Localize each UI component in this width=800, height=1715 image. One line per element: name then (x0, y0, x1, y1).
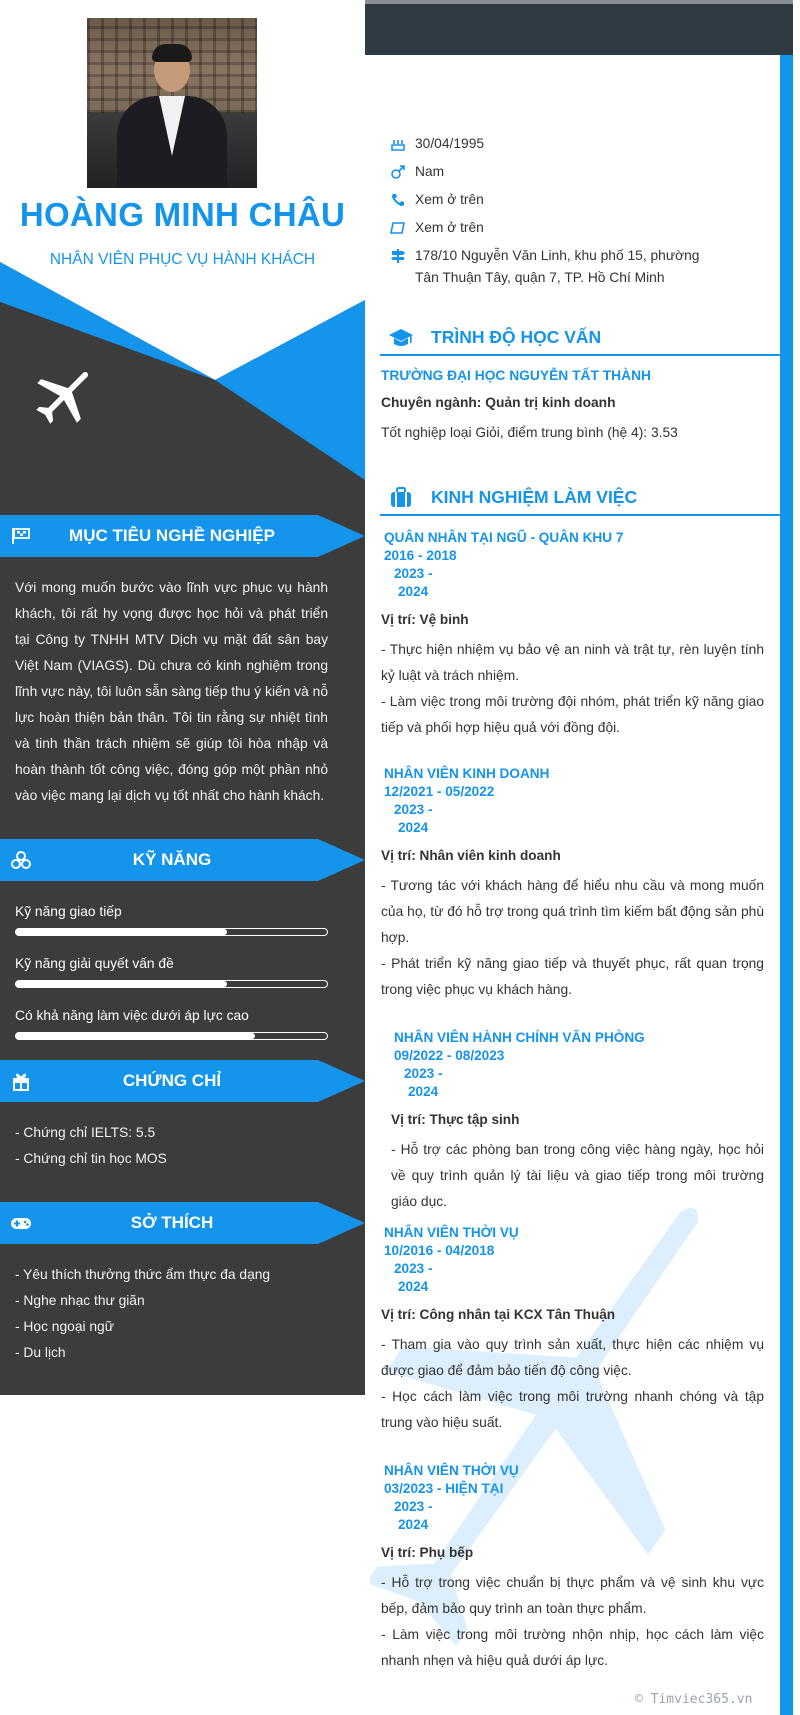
profile-photo (87, 18, 257, 188)
job-company: NHÂN VIÊN THỜI VỤ (384, 1463, 519, 1478)
job-entry (391, 1029, 764, 1215)
list-item: - Chứng chỉ tin học MOS (15, 1151, 167, 1166)
skill-item (15, 902, 330, 936)
skill-bar-fill (16, 1033, 255, 1039)
signpost-icon (390, 248, 406, 264)
job-year-start: 2023 - (394, 802, 433, 817)
job-year-start: 2023 - (404, 1066, 443, 1081)
left-column (0, 0, 365, 1395)
job-desc (381, 637, 764, 741)
certs-title: CHỨNG CHỈ (122, 1071, 222, 1090)
major: Chuyên ngành: Quản trị kinh doanh (381, 395, 616, 410)
envelope-icon (390, 220, 406, 236)
job-desc (381, 1332, 764, 1436)
list-item: - Du lịch (15, 1345, 66, 1360)
job-desc-line: - Học cách làm việc trong môi trường nhanh chóng và tập trung vào hiệu suất. (381, 1389, 764, 1430)
footer-watermark: © Timviec365.vn (635, 1692, 753, 1707)
email-row (390, 217, 760, 239)
job-position: Vị trí: Thực tập sinh (391, 1112, 520, 1127)
job-year-start: 2023 - (394, 1499, 433, 1514)
address-line-2: Tân Thuận Tây, quận 7, TP. Hồ Chí Minh (415, 270, 665, 285)
job-desc-line: - Thực hiện nhiệm vụ bảo vệ an ninh và trật tự, rèn luyện tính kỷ luật và trách nhiệm. (381, 642, 764, 683)
skill-bar (15, 928, 328, 936)
skill-label: Có khả năng làm việc dưới áp lực cao (15, 1008, 249, 1023)
email-text: Xem ở trên (415, 220, 484, 235)
job-year-end: 2024 (398, 1279, 429, 1294)
job-desc-line: - Tham gia vào quy trình sản xuất, thực hiện các nhiệm vụ được giao để đảm bảo tiến độ công việc. (381, 1337, 764, 1378)
grade: Tốt nghiệp loại Giỏi, điểm trung bình (hệ 4): 3.53 (381, 425, 678, 440)
list-item: - Yêu thích thưởng thức ẩm thực đa dạng (15, 1267, 271, 1282)
list-item: - Nghe nhạc thư giãn (15, 1293, 145, 1308)
job-desc-line: - Tương tác với khách hàng để hiểu nhu cầu và mong muốn của họ, từ đó hỗ trợ trong quá trình tìm kiếm bất động sản phù hợp. (381, 878, 764, 945)
job-dates: 03/2023 - HIỆN TẠI (384, 1481, 504, 1496)
skill-bar-fill (16, 929, 227, 935)
job-title: NHÂN VIÊN PHỤC VỤ HÀNH KHÁCH (49, 251, 316, 268)
skills-title: KỸ NĂNG (132, 850, 212, 869)
right-top-bar (365, 0, 793, 55)
address-row (390, 245, 760, 289)
job-entry (381, 1224, 764, 1436)
certs-section-header (0, 1060, 365, 1102)
experience-title: KINH NGHIỆM LÀM VIỆC (431, 487, 638, 507)
education-title: TRÌNH ĐỘ HỌC VẤN (431, 327, 602, 347)
job-desc (381, 1570, 764, 1674)
right-accent-stripe (780, 55, 793, 1715)
hobbies-list (15, 1262, 335, 1366)
job-dates: 2016 - 2018 (384, 548, 457, 563)
birthday-text: 30/04/1995 (415, 136, 485, 151)
skills-section-header (0, 839, 365, 881)
phone-row (390, 189, 760, 211)
job-position: Vị trí: Vệ binh (381, 612, 469, 627)
list-item: - Chứng chỉ IELTS: 5.5 (15, 1125, 156, 1140)
job-desc-line: - Hỗ trợ trong việc chuẩn bị thực phẩm và vệ sinh khu vực bếp, đảm bảo quy trình an toàn thực phẩm. (381, 1575, 764, 1616)
hobbies-title: SỞ THÍCH (130, 1213, 214, 1232)
job-dates: 10/2016 - 04/2018 (384, 1243, 495, 1258)
job-entry (381, 529, 764, 741)
address-text (415, 245, 760, 289)
job-dates: 12/2021 - 05/2022 (384, 784, 495, 799)
job-company: NHÂN VIÊN HÀNH CHÍNH VĂN PHÒNG (394, 1030, 645, 1045)
objective-text: Với mong muốn bước vào lĩnh vực phục vụ hành khách, tôi rất hy vọng được học hỏi và phát triển tại Công ty TNHH MTV Dịch vụ mặt đất sân bay Việt Nam (VIAGS). Dù chưa có kinh nghiệm trong lĩnh vực này, tôi luôn sẵn sàng tiếp thu ý kiến và nỗ lực hoàn thiện bản thân. Tôi tin rằng sự nhiệt tình và tinh thần trách nhiệm sẽ giúp tôi hòa nhập và hoàn thành tốt công việc, đóng góp một phần nhỏ vào việc mang lại dịch vụ tốt nhất cho hành khách. (15, 580, 328, 803)
job-company: NHÂN VIÊN THỜI VỤ (384, 1225, 519, 1240)
airplane-icon (30, 360, 100, 430)
job-company: QUÂN NHÂN TẠI NGŨ - QUÂN KHU 7 (384, 530, 624, 545)
skill-item (15, 1006, 330, 1040)
job-year-end: 2024 (408, 1084, 439, 1099)
job-desc-line: - Làm việc trong môi trường đội nhóm, phát triển kỹ năng giao tiếp và phối hợp hiệu quả với đồng đội. (381, 694, 764, 735)
phone-text: Xem ở trên (415, 192, 484, 207)
job-desc-line: - Hỗ trợ các phòng ban trong công việc hàng ngày, học hỏi về quy trình quản lý tài liệu và giao tiếp trong môi trường giáo dục. (391, 1142, 764, 1209)
gender-icon (390, 164, 406, 180)
skill-label: Kỹ năng giải quyết vấn đề (15, 956, 174, 971)
job-desc (391, 1137, 764, 1215)
job-year-end: 2024 (398, 820, 429, 835)
experience-section-header (380, 482, 780, 516)
list-item: - Học ngoại ngữ (15, 1319, 114, 1334)
objective-section-header (0, 515, 365, 557)
job-desc (381, 873, 764, 1003)
gender-row (390, 161, 760, 183)
objective-title: MỤC TIÊU NGHỀ NGHIỆP (69, 526, 275, 545)
job-entry (381, 1462, 764, 1674)
birthday-row (390, 133, 760, 155)
skill-label: Kỹ năng giao tiếp (15, 904, 122, 919)
job-year-end: 2024 (398, 1517, 429, 1532)
briefcase-icon (388, 486, 414, 510)
job-entry (381, 765, 764, 1003)
job-desc-line: - Làm việc trong môi trường nhộn nhịp, học cách làm việc nhanh nhẹn và hiệu quả dưới áp lực. (381, 1627, 764, 1668)
certs-list (15, 1120, 335, 1172)
job-company: NHÂN VIÊN KINH DOANH (384, 766, 550, 781)
job-year-end: 2024 (398, 584, 429, 599)
school-name: TRƯỜNG ĐẠI HỌC NGUYỄN TẤT THÀNH (381, 368, 652, 383)
gender-text: Nam (415, 164, 445, 179)
job-desc-line: - Phát triển kỹ năng giao tiếp và thuyết phục, rất quan trọng trong việc phục vụ khách hàng. (381, 956, 764, 997)
skill-bar (15, 1032, 328, 1040)
hobbies-section-header (0, 1202, 365, 1244)
skill-item (15, 954, 330, 988)
job-position: Vị trí: Phụ bếp (381, 1545, 474, 1560)
address-line-1: 178/10 Nguyễn Văn Linh, khu phố 15, phường (415, 248, 700, 263)
job-year-start: 2023 - (394, 1261, 433, 1276)
job-position: Vị trí: Công nhân tại KCX Tân Thuận (381, 1307, 616, 1322)
job-year-start: 2023 - (394, 566, 433, 581)
profile-header (0, 0, 365, 480)
phone-icon (390, 192, 406, 208)
skill-bar-fill (16, 981, 227, 987)
cake-icon (390, 136, 406, 152)
job-dates: 09/2022 - 08/2023 (394, 1048, 505, 1063)
skill-bar (15, 980, 328, 988)
graduation-cap-icon (388, 326, 414, 350)
education-section-header (380, 322, 780, 356)
job-position: Vị trí: Nhân viên kinh doanh (381, 848, 561, 863)
candidate-name: HOÀNG MINH CHÂU (19, 196, 346, 233)
